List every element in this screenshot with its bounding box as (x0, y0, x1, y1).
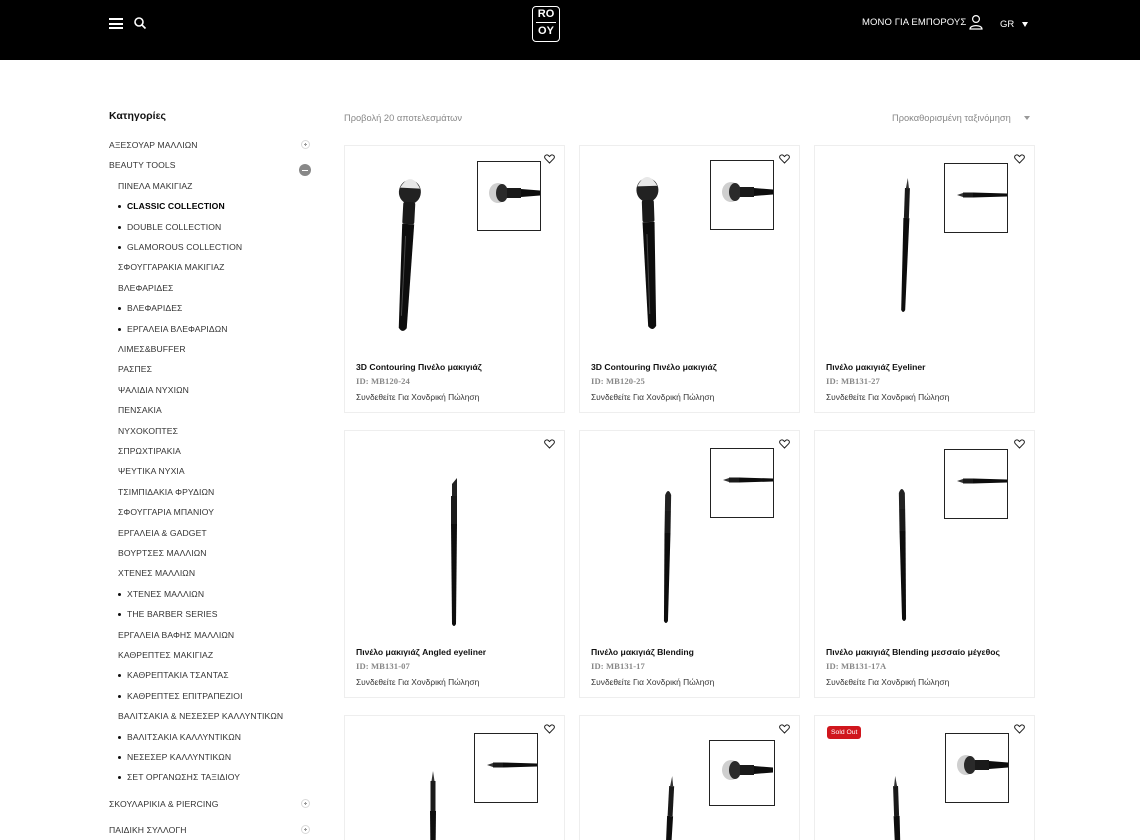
top-header (0, 0, 1140, 60)
product-id: ID: MB120-25 (591, 376, 645, 386)
sidebar-item-label: THE BARBER SERIES (127, 609, 218, 620)
product-id: ID: MB131-17A (826, 661, 887, 671)
sidebar-item-label: ΣΕΤ ΟΡΓΑΝΩΣΗΣ ΤΑΞΙΔΙΟΥ (127, 772, 241, 783)
product-name[interactable]: Πινέλο μακιγιάζ Blending (591, 647, 694, 657)
sidebar-item-label: ΠΕΝΣΑΚΙΑ (118, 405, 162, 416)
sidebar-item-label: BEAUTY TOOLS (109, 160, 176, 171)
chevron-down-icon[interactable] (1022, 22, 1028, 27)
heart-icon[interactable] (1014, 439, 1025, 449)
product-thumbnail (474, 733, 538, 803)
sidebar-item-label: ΠΑΙΔΙΚΗ ΣΥΛΛΟΓΗ (109, 825, 187, 835)
expand-icon[interactable] (301, 140, 310, 149)
sidebar-item-label: ΕΡΓΑΛΕΙΑ & GADGET (118, 527, 207, 538)
product-thumbnail (944, 449, 1008, 519)
sidebar-item[interactable] (118, 426, 178, 436)
product-name[interactable]: Πινέλο μακιγιάζ Blending μεσσαίο μέγεθος (826, 647, 1000, 657)
sidebar-item-label: CLASSIC COLLECTION (127, 201, 225, 212)
sidebar-item[interactable] (118, 222, 221, 232)
sidebar-item[interactable] (118, 609, 218, 619)
sort-select[interactable]: Προκαθορισμένη ταξινόμηση (892, 113, 1011, 123)
sidebar-item[interactable] (118, 466, 185, 476)
sidebar-item-label: GLAMOROUS COLLECTION (127, 242, 243, 252)
search-icon[interactable] (133, 16, 147, 30)
sidebar-item[interactable] (118, 589, 204, 599)
sidebar-item[interactable] (118, 752, 231, 762)
heart-icon[interactable] (779, 439, 790, 449)
sidebar-item[interactable] (118, 630, 234, 640)
wholesale-login-link[interactable]: Συνδεθείτε Για Χονδρική Πώληση (826, 677, 950, 687)
sidebar-item-label: ΧΤΕΝΕΣ ΜΑΛΛΙΩΝ (127, 588, 205, 599)
sidebar-item[interactable] (118, 262, 225, 272)
wholesale-login-link[interactable]: Συνδεθείτε Για Χονδρική Πώληση (356, 677, 480, 687)
product-card[interactable] (344, 430, 565, 698)
sidebar-item[interactable] (109, 160, 176, 170)
sidebar-item[interactable] (118, 446, 181, 456)
sidebar-item-label: ΨΑΛΙΔΙΑ ΝΥΧΙΩΝ (118, 384, 189, 395)
sidebar-item[interactable] (118, 303, 182, 313)
expand-icon[interactable] (301, 799, 310, 808)
sidebar-item-label: ΒΟΥΡΤΣΕΣ ΜΑΛΛΙΩΝ (118, 548, 207, 558)
product-card[interactable] (344, 715, 565, 840)
sidebar-item-label: ΕΡΓΑΛΕΙΑ ΒΑΦΗΣ ΜΑΛΛΙΩΝ (118, 629, 235, 640)
product-name[interactable]: Πινέλο μακιγιάζ Angled eyeliner (356, 647, 487, 657)
sidebar-item-label: ΑΞΕΣΟΥΑΡ ΜΑΛΛΙΩΝ (109, 140, 198, 150)
sidebar-item[interactable] (118, 283, 173, 293)
wholesale-login-link[interactable]: Συνδεθείτε Για Χονδρική Πώληση (591, 677, 715, 687)
product-name[interactable]: Πινέλο μακιγιάζ Eyeliner (826, 362, 926, 372)
sidebar-item[interactable] (109, 799, 219, 809)
heart-icon[interactable] (1014, 154, 1025, 164)
sidebar-item-label: ΧΤΕΝΕΣ ΜΑΛΛΙΩΝ (118, 568, 196, 579)
sidebar-item-label: ΒΛΕΦΑΡΙΔΕΣ (127, 303, 183, 314)
sidebar-item[interactable] (109, 140, 198, 150)
sidebar-item-label: ΕΡΓΑΛΕΙΑ ΒΛΕΦΑΡΙΔΩΝ (127, 323, 228, 334)
menu-icon[interactable] (109, 18, 123, 29)
sidebar-item-label: ΣΦΟΥΓΓΑΡΙΑ ΜΠΑΝΙΟΥ (118, 507, 215, 518)
sidebar-item[interactable] (118, 324, 228, 334)
sidebar-item-label: ΡΑΣΠΕΣ (118, 364, 152, 375)
sidebar-item-label: ΝΕΣΕΣΕΡ ΚΑΛΛΥΝΤΙΚΩΝ (127, 752, 232, 762)
sidebar-item[interactable] (118, 385, 189, 395)
product-card[interactable] (814, 715, 1035, 840)
sidebar-item-label: ΣΚΟΥΛΑΡΙΚΙΑ & PIERCING (109, 799, 219, 809)
product-card[interactable] (579, 145, 800, 413)
product-name[interactable]: 3D Contouring Πινέλο μακιγιάζ (356, 362, 482, 372)
sidebar-item-label: ΣΦΟΥΓΓΑΡΑΚΙΑ ΜΑΚΙΓΙΑΖ (118, 262, 225, 273)
logo-text-top: RO (537, 8, 555, 20)
sidebar-item[interactable] (109, 825, 187, 835)
sidebar-item[interactable] (118, 670, 229, 680)
sidebar-item-label: ΠΙΝΕΛΑ ΜΑΚΙΓΙΑΖ (118, 180, 193, 191)
sidebar-item-label: ΛΙΜΕΣ&BUFFER (118, 344, 186, 354)
user-icon[interactable] (969, 14, 983, 30)
sidebar-item-label: ΚΑΘΡΕΠΤΕΣ ΜΑΚΙΓΙΑΖ (118, 650, 214, 660)
categories-title: Κατηγορίες (109, 110, 167, 122)
product-thumbnail (709, 740, 775, 806)
sidebar-item[interactable] (118, 242, 242, 252)
heart-icon[interactable] (779, 154, 790, 164)
sidebar-item-label: ΝΥΧΟΚΟΠΤΕΣ (118, 425, 179, 436)
sidebar-item[interactable] (118, 650, 213, 660)
heart-icon[interactable] (544, 724, 555, 734)
sidebar-item-label: ΒΑΛΙΤΣΑΚΙΑ ΚΑΛΛΥΝΤΙΚΩΝ (127, 731, 242, 742)
product-thumbnail (945, 733, 1009, 803)
product-thumbnail (710, 448, 774, 518)
product-id: ID: MB120-24 (356, 376, 410, 386)
product-card[interactable] (814, 430, 1035, 698)
sidebar-item-label: ΒΛΕΦΑΡΙΔΕΣ (118, 282, 174, 293)
product-card[interactable] (344, 145, 565, 413)
heart-icon[interactable] (544, 439, 555, 449)
sidebar-item-label: ΚΑΘΡΕΠΤΕΣ ΕΠΙΤΡΑΠΕΖΙΟΙ (127, 690, 243, 701)
sidebar-item[interactable] (118, 364, 152, 374)
collapse-icon[interactable] (299, 164, 311, 176)
sidebar-item[interactable] (118, 344, 186, 354)
expand-icon[interactable] (301, 825, 310, 834)
heart-icon[interactable] (1014, 724, 1025, 734)
sidebar-item[interactable] (118, 548, 207, 558)
sidebar-item-label: ΨΕΥΤΙΚΑ ΝΥΧΙΑ (118, 466, 185, 477)
sold-out-badge: Sold Out (827, 726, 861, 739)
product-card[interactable] (579, 715, 800, 840)
product-name[interactable]: 3D Contouring Πινέλο μακιγιάζ (591, 362, 717, 372)
sidebar-item-label: ΒΑΛΙΤΣΑΚΙΑ & ΝΕΣΕΣΕΡ ΚΑΛΛΥΝΤΙΚΩΝ (118, 711, 284, 722)
sidebar-item[interactable] (118, 181, 193, 191)
brand-logo[interactable] (532, 6, 560, 42)
sidebar-item[interactable] (118, 691, 243, 701)
product-id: ID: MB131-17 (591, 661, 645, 671)
heart-icon[interactable] (779, 724, 790, 734)
sidebar-item[interactable] (118, 507, 214, 517)
chevron-down-icon[interactable] (1024, 116, 1030, 120)
sidebar-item[interactable] (118, 568, 195, 578)
sidebar-item[interactable] (118, 528, 207, 538)
sidebar-item-label: ΚΑΘΡΕΠΤΑΚΙΑ ΤΣΑΝΤΑΣ (127, 670, 229, 681)
product-thumbnail (944, 163, 1008, 233)
wholesale-login-link[interactable]: Συνδεθείτε Για Χονδρική Πώληση (826, 392, 950, 402)
sidebar-item[interactable] (118, 772, 240, 782)
product-card[interactable] (814, 145, 1035, 413)
results-count: Προβολή 20 αποτελεσμάτων (344, 113, 463, 123)
sidebar-item[interactable] (118, 487, 214, 497)
sidebar-item[interactable] (118, 732, 241, 742)
product-id: ID: MB131-07 (356, 661, 410, 671)
product-thumbnail (710, 160, 774, 230)
language-selector[interactable]: GR (1000, 19, 1015, 30)
trade-only-link[interactable]: ΜΟΝΟ ΓΙΑ ΕΜΠΟΡΟΥΣ (862, 17, 967, 28)
sidebar-item-label: ΤΣΙΜΠΙΔΑΚΙΑ ΦΡΥΔΙΩΝ (118, 486, 215, 497)
sidebar-item[interactable] (118, 405, 162, 415)
product-image[interactable] (345, 431, 566, 641)
sidebar-item[interactable] (118, 711, 283, 721)
sidebar-item-label: ΣΠΡΩΧΤΙΡΑΚΙΑ (118, 446, 181, 456)
product-id: ID: MB131-27 (826, 376, 880, 386)
sidebar-item[interactable] (118, 201, 225, 211)
sidebar-item-label: DOUBLE COLLECTION (127, 221, 222, 232)
wholesale-login-link[interactable]: Συνδεθείτε Για Χονδρική Πώληση (591, 392, 715, 402)
product-thumbnail (477, 161, 541, 231)
wholesale-login-link[interactable]: Συνδεθείτε Για Χονδρική Πώληση (356, 392, 480, 402)
heart-icon[interactable] (544, 154, 555, 164)
logo-text-bottom: OY (538, 25, 554, 37)
product-card[interactable] (579, 430, 800, 698)
